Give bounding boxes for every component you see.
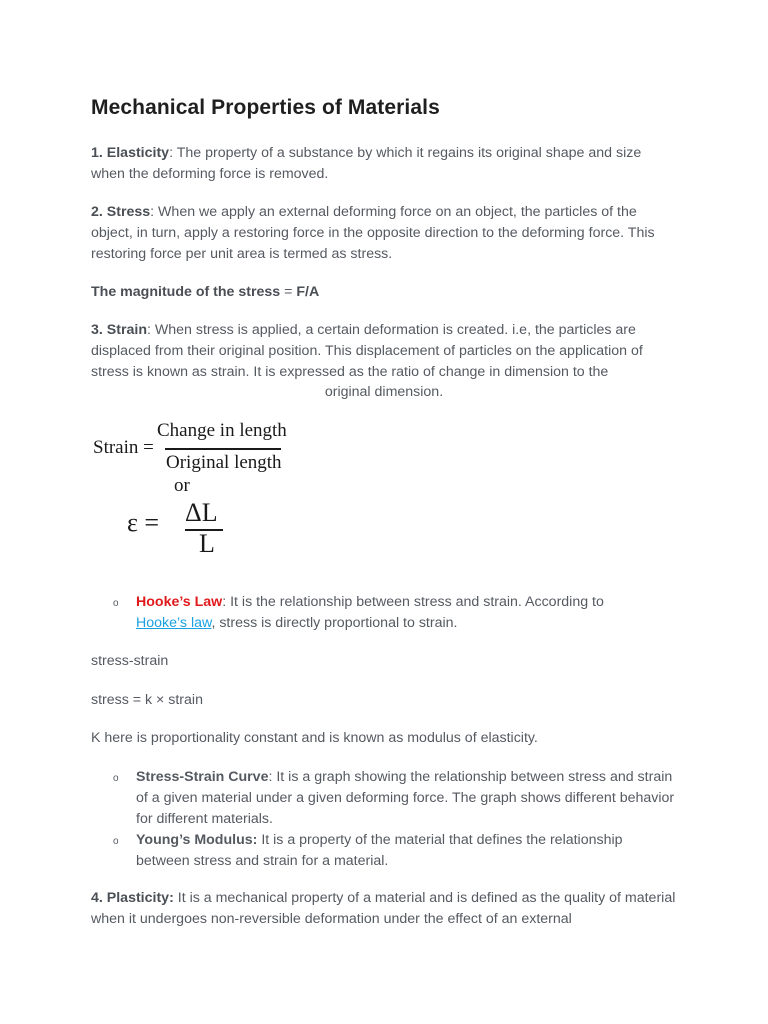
magnitude-value: F/A	[296, 284, 320, 300]
formula-or: or	[174, 475, 190, 496]
stress-strain-curve-item	[136, 767, 676, 829]
modulus-paragraph: K here is proportionality constant and is known as modulus of elasticity.	[91, 730, 538, 746]
stress-strain-line: stress-strain	[91, 653, 169, 669]
hookes-law-item	[136, 592, 626, 634]
formula-lhs: Strain =	[93, 437, 154, 458]
strain-last-line: original dimension.	[324, 384, 444, 401]
bullet-youngs: o	[113, 836, 119, 847]
strain-text: : When stress is applied, a certain deformation is created. i.e, the particles are displaced from their original position. This displacement of particles on the application of stress is known as strain. It is expressed as the ratio of change in dimension to the	[91, 322, 643, 380]
elasticity-paragraph	[91, 143, 677, 185]
elasticity-term: 1. Elasticity	[91, 145, 170, 161]
hookes-term: Hooke’s Law	[136, 594, 223, 610]
curve-text: : It is a graph showing the relationship between stress and strain of a given material under a given deforming force. The graph shows different behavior for different materials.	[136, 769, 675, 827]
strain-term: 3. Strain	[91, 322, 147, 338]
magnitude-label: The magnitude of the stress	[91, 284, 281, 300]
stress-magnitude	[91, 282, 677, 303]
plasticity-term: 4. Plasticity:	[91, 890, 174, 906]
stress-text: : When we apply an external deforming force on an object, the particles of the object, in turn, apply a restoring force in the opposite direction to the deforming force. This restoring force per unit area is termed as stress.	[91, 204, 655, 262]
strain-formula	[91, 418, 311, 560]
curve-term: Stress-Strain Curve	[136, 769, 269, 785]
formula-denominator: Original length	[166, 452, 282, 473]
fraction-bar	[165, 448, 281, 450]
youngs-term: Young’s Modulus:	[136, 832, 258, 848]
youngs-text: It is a property of the material that defines the relationship between stress and strain for a material.	[136, 832, 623, 869]
formula-numerator: Change in length	[157, 420, 287, 441]
elasticity-text: : The property of a substance by which it regains its original shape and size when the deforming force is removed.	[91, 145, 642, 182]
stress-term: 2. Stress	[91, 204, 151, 220]
hookes-text1: : It is the relationship between stress and strain. According to	[222, 594, 604, 610]
page-title: Mechanical Properties of Materials	[91, 96, 440, 119]
plasticity-text: It is a mechanical property of a material and is defined as the quality of material when it undergoes non-reversible deformation under the effect of an external	[91, 890, 676, 927]
plasticity-paragraph	[91, 888, 677, 930]
bullet-hookes: o	[113, 598, 119, 609]
hookes-text2: , stress is directly proportional to strain.	[211, 614, 458, 631]
formula-epsilon: ε =	[127, 508, 160, 537]
formula-delta-numerator: ΔL	[185, 498, 218, 527]
bullet-curve: o	[113, 773, 119, 784]
youngs-modulus-item	[136, 830, 676, 872]
stress-paragraph	[91, 202, 677, 264]
formula-delta-denominator: L	[199, 529, 215, 558]
stress-equation: stress = k × strain	[91, 692, 203, 708]
hookes-law-link[interactable]: Hooke’s law	[136, 614, 212, 631]
magnitude-eq: =	[280, 284, 297, 300]
strain-paragraph	[91, 320, 677, 403]
